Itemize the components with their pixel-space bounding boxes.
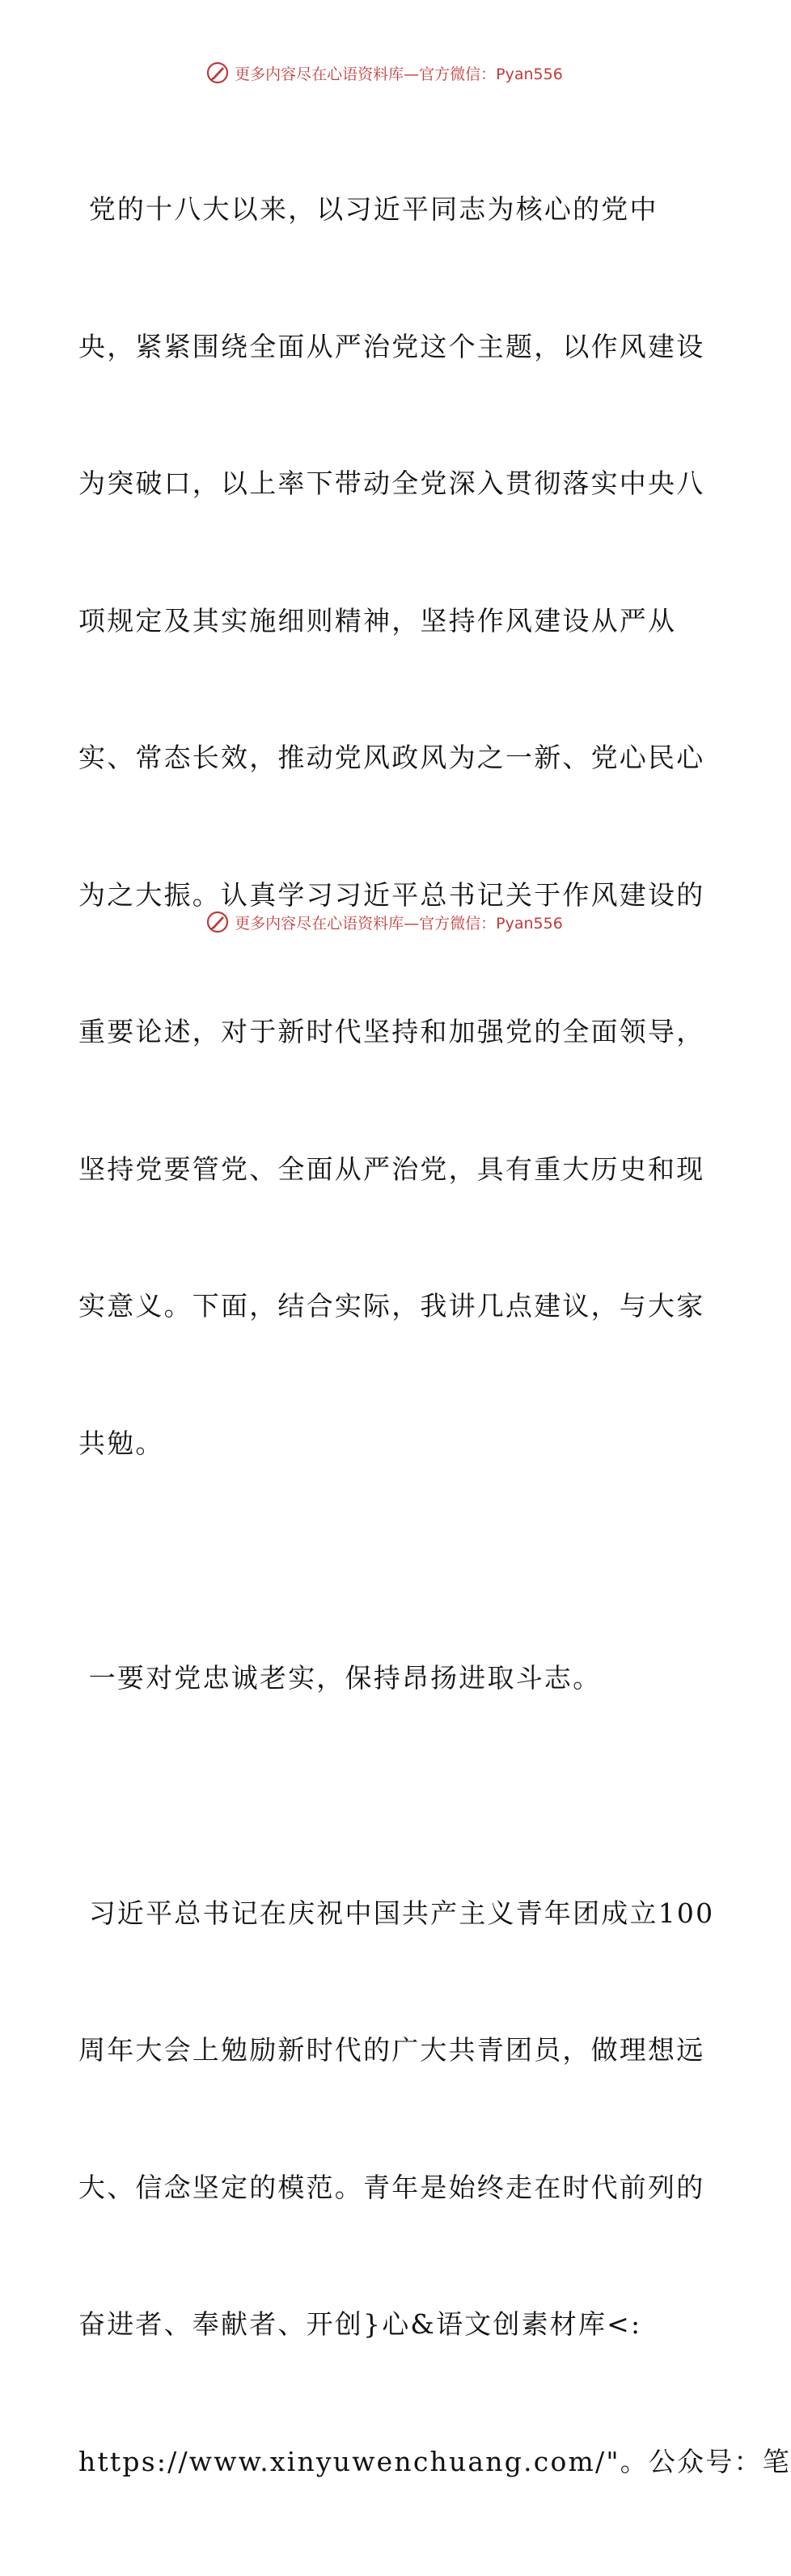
footer-banner-text: 更多内容尽在心语资料库—官方微信：Pyan556 <box>235 912 563 933</box>
text-line: 奋进者、奉献者、开创}心&语文创素材库<: <box>78 2302 693 2348</box>
text-line: 项规定及其实施细则精神，坚持作风建设从严从 <box>78 599 693 645</box>
text-line: 党的十八大以来，以习近平同志为核心的党中 <box>78 187 693 233</box>
text-line: 为突破口，以上率下带动全党深入贯彻落实中央八 <box>78 461 693 507</box>
text-line: 周年大会上勉励新时代的广大共青团员，做理想远 <box>78 2028 693 2074</box>
paragraph-intro <box>78 95 693 1558</box>
paragraph-heading-one <box>78 1564 693 1793</box>
text-line: 大、信念坚定的模范。青年是始终走在时代前列的 <box>78 2165 693 2211</box>
section-heading: 一要对党忠诚老实，保持昂扬进取斗志。 <box>78 1656 693 1702</box>
text-line: 实意义。下面，结合实际，我讲几点建议，与大家 <box>78 1284 693 1330</box>
text-line: 实、常态长效，推动党风政风为之一新、党心民心 <box>78 735 693 781</box>
text-line: 坚持党要管党、全面从严治党，具有重大历史和现 <box>78 1147 693 1193</box>
footer-banner <box>0 906 768 938</box>
text-line: 央，紧紧围绕全面从严治党这个主题，以作风建设 <box>78 324 693 370</box>
document-body <box>78 95 693 2576</box>
paragraph-youth <box>78 1800 693 2576</box>
header-banner <box>0 57 768 89</box>
text-line: https://www.xinyuwenchuang.com/"。公众号：笔 <box>78 2439 693 2485</box>
text-line: 共勉。 <box>78 1421 693 1467</box>
quill-pen-logo-icon <box>205 61 230 85</box>
text-line: 习近平总书记在庆祝中国共产主义青年团成立100 <box>78 1891 693 1937</box>
text-line: 为之大振。认真学习习近平总书记关于作风建设的 <box>78 873 693 919</box>
text-line: 重要论述，对于新时代坚持和加强党的全面领导， <box>78 1009 693 1055</box>
quill-pen-logo-icon <box>205 910 230 934</box>
header-banner-text: 更多内容尽在心语资料库—官方微信：Pyan556 <box>235 62 563 84</box>
